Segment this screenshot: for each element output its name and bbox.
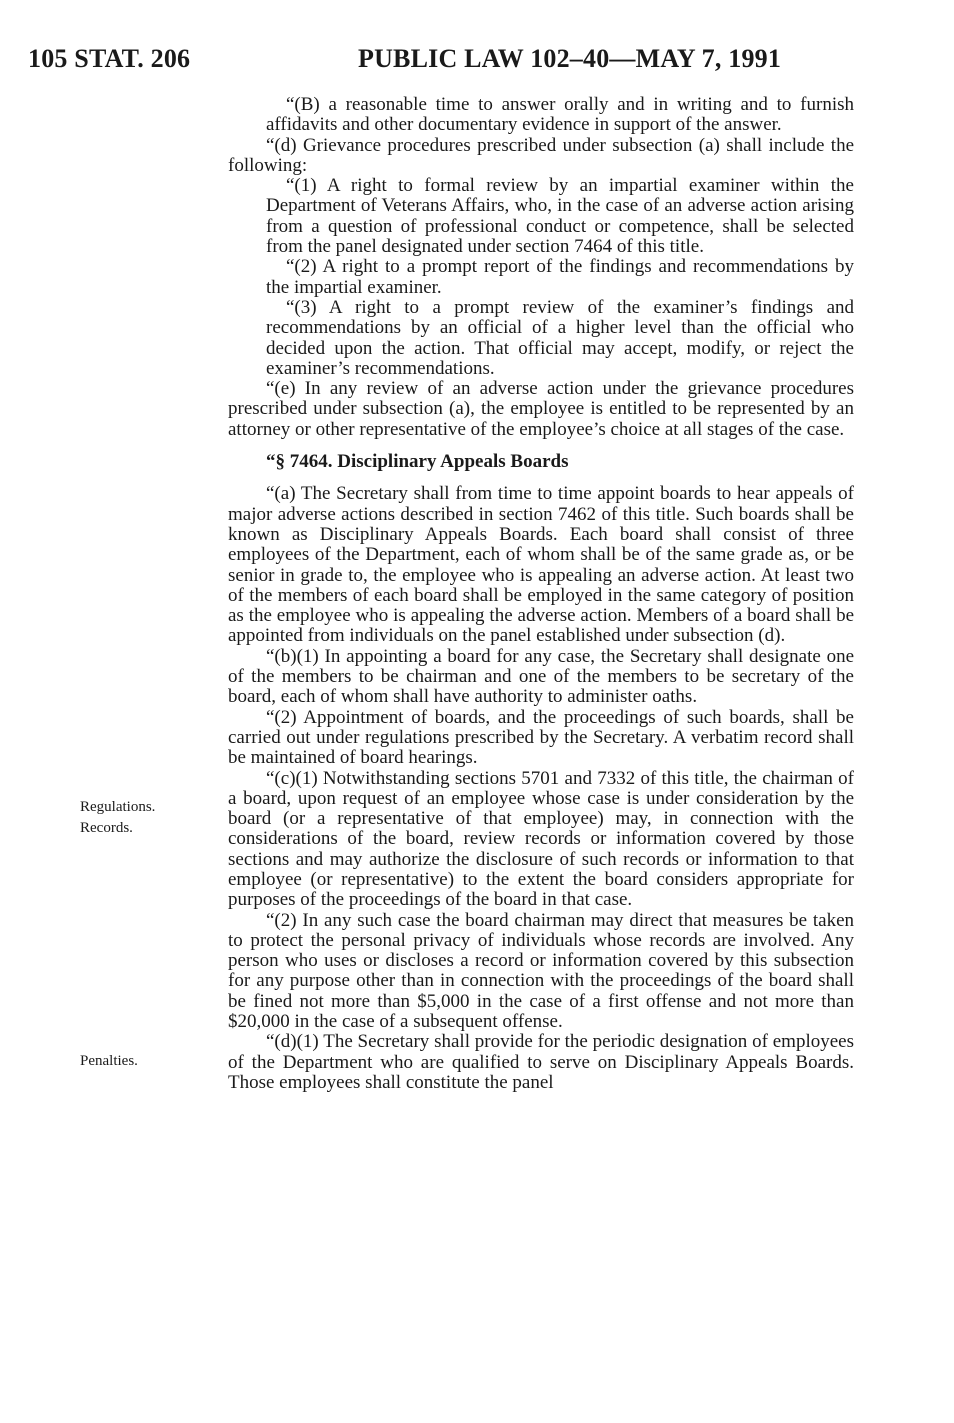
paragraph-item-d3: “(3) A right to a prompt review of the examiner’s findings and recommendations by an official of a higher level than the official who decided upon the action. That official may accept, modify, or reject the examiner’s recommendations.	[266, 296, 854, 379]
margin-note-regulations: Regulations.	[80, 799, 156, 815]
law-title: PUBLIC LAW 102–40—MAY 7, 1991	[358, 44, 782, 73]
main-text	[228, 95, 854, 1093]
paragraph-7464-b2: “(2) Appointment of boards, and the proceedings of such boards, shall be carried out under regulations prescribed by the Secretary. A verbatim record shall be maintained of board hearings.	[228, 706, 854, 769]
section-heading: “§ 7464. Disciplinary Appeals Boards	[266, 451, 569, 473]
paragraph-7464-c1: “(c)(1) Notwithstanding sections 5701 and 7332 of this title, the chairman of a board, upon request of an employee whose case is under consideration by the board (or a representative of that employee) may, in connection with the considerations of the board, review records or information covered by those sections and may authorize the disclosure of such records or information to that employee (or representative) to the extent the board considers appropriate for purposes of the proceedings of the board in that case.	[228, 767, 854, 911]
margin-note-records: Records.	[80, 820, 133, 836]
paragraph-7464-b1: “(b)(1) In appointing a board for any case, the Secretary shall designate one of the members to be chairman and one of the members to be secretary of the board, each of whom shall have authority to administer oaths.	[228, 645, 854, 708]
paragraph-7464-d1: “(d)(1) The Secretary shall provide for the periodic designation of employees of the Department who are qualified to serve on Disciplinary Appeals Boards. Those employees shall constitute the panel	[228, 1031, 854, 1093]
paragraph-item-d2: “(2) A right to a prompt report of the findings and recommendations by the impartial examiner.	[266, 256, 854, 298]
margin-note-penalties: Penalties.	[80, 1053, 138, 1069]
paragraph-item-b: “(B) a reasonable time to answer orally and in writing and to furnish affidavits and other documentary evidence in support of the answer.	[266, 94, 854, 136]
paragraph-subsection-e: “(e) In any review of an adverse action under the grievance procedures prescribed under subsection (a), the employee is entitled to be represented by an attorney or other representative of the employee’s choice at all stages of the case.	[228, 378, 854, 440]
page-reference: 105 STAT. 206	[28, 44, 191, 73]
paragraph-subsection-d: “(d) Grievance procedures prescribed under subsection (a) shall include the following:	[228, 134, 854, 176]
paragraph-7464-c2: “(2) In any such case the board chairman may direct that measures be taken to protect the personal privacy of individuals whose records are involved. Any person who uses or discloses a record or information covered by this subsection for any purpose other than in connection with the proceedings of the board shall be fined not more than $5,000 in the case of a first offense and not more than $20,000 in the case of a subsequent offense.	[228, 909, 854, 1033]
paragraph-item-d1: “(1) A right to formal review by an impartial examiner within the Department of Veterans Affairs, who, in the case of an adverse action arising from a question of professional conduct or competence, shall be selected from the panel designated under section 7464 of this title.	[266, 175, 854, 258]
paragraph-7464-a: “(a) The Secretary shall from time to time appoint boards to hear appeals of major adverse actions described in section 7462 of this title. Such boards shall be known as Disciplinary Appeals Boards. Each board shall consist of three employees of the Department, each of whom shall be of the same grade as, or be senior in grade to, the employee who is appealing an adverse action. At least two of the members of each board shall be employed in the same category of position as the employee who is appealing the adverse action. Members of a board shall be appointed from individuals on the panel established under subsection (d).	[228, 483, 854, 647]
